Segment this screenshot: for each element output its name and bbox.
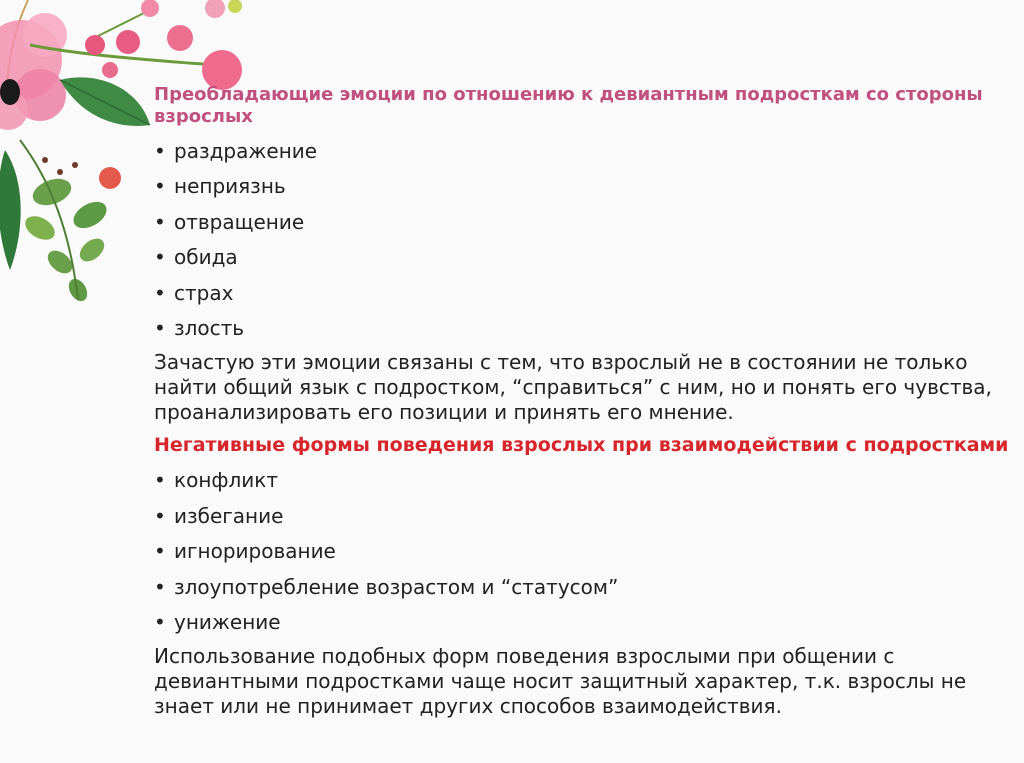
- emotions-list: [154, 134, 1014, 346]
- bullet-icon: •: [154, 280, 166, 305]
- bullet-icon: •: [154, 610, 166, 635]
- list-item: [154, 134, 1014, 169]
- bullet-icon: •: [154, 316, 166, 341]
- slide-content: [154, 84, 1014, 719]
- bullet-icon: •: [154, 503, 166, 528]
- list-item-text: отвращение: [174, 209, 305, 234]
- list-item: [154, 570, 1014, 605]
- list-item: [154, 463, 1014, 498]
- list-item: [154, 311, 1014, 346]
- list-item: [154, 499, 1014, 534]
- section2-heading: Негативные формы поведения взрослых при взаимодействии с подростками: [154, 434, 1009, 457]
- bullet-icon: •: [154, 245, 166, 270]
- bullet-icon: •: [154, 468, 166, 493]
- list-item: [154, 205, 1014, 240]
- list-item-text: унижение: [174, 610, 281, 635]
- bullet-icon: •: [154, 539, 166, 564]
- list-item: [154, 605, 1014, 640]
- bullet-icon: •: [154, 574, 166, 599]
- list-item-text: избегание: [174, 503, 284, 528]
- list-item-text: раздражение: [174, 139, 318, 163]
- section2-paragraph: Использование подобных форм поведения взрослыми при общении с девиантными подростками чаще носит защитный характер, т.к. взрослы не знает или не принимает других способов взаимодействия.: [154, 644, 967, 719]
- behaviors-list: [154, 463, 1014, 640]
- section1-paragraph: Зачастую эти эмоции связаны с тем, что взрослый не в состоянии не только найти общий язык с подростком, “справиться” с ним, но и понять его чувства, проанализировать его позиции и принять его мнение.: [154, 350, 992, 425]
- list-item-text: игнорирование: [174, 539, 336, 564]
- list-item: [154, 240, 1014, 275]
- bullet-icon: •: [154, 139, 166, 163]
- list-item: [154, 534, 1014, 569]
- list-item-text: конфликт: [174, 468, 279, 493]
- list-item-text: неприязнь: [174, 174, 286, 199]
- list-item: [154, 169, 1014, 204]
- list-item-text: злость: [174, 316, 245, 341]
- list-item-text: обида: [174, 245, 238, 270]
- section1-heading: Преобладающие эмоции по отношению к девиантным подросткам со стороны взрослых: [154, 84, 983, 127]
- list-item: [154, 276, 1014, 311]
- bullet-icon: •: [154, 209, 166, 234]
- bullet-icon: •: [154, 174, 166, 199]
- list-item-text: злоупотребление возрастом и “статусом”: [174, 574, 619, 599]
- list-item-text: страх: [174, 280, 234, 305]
